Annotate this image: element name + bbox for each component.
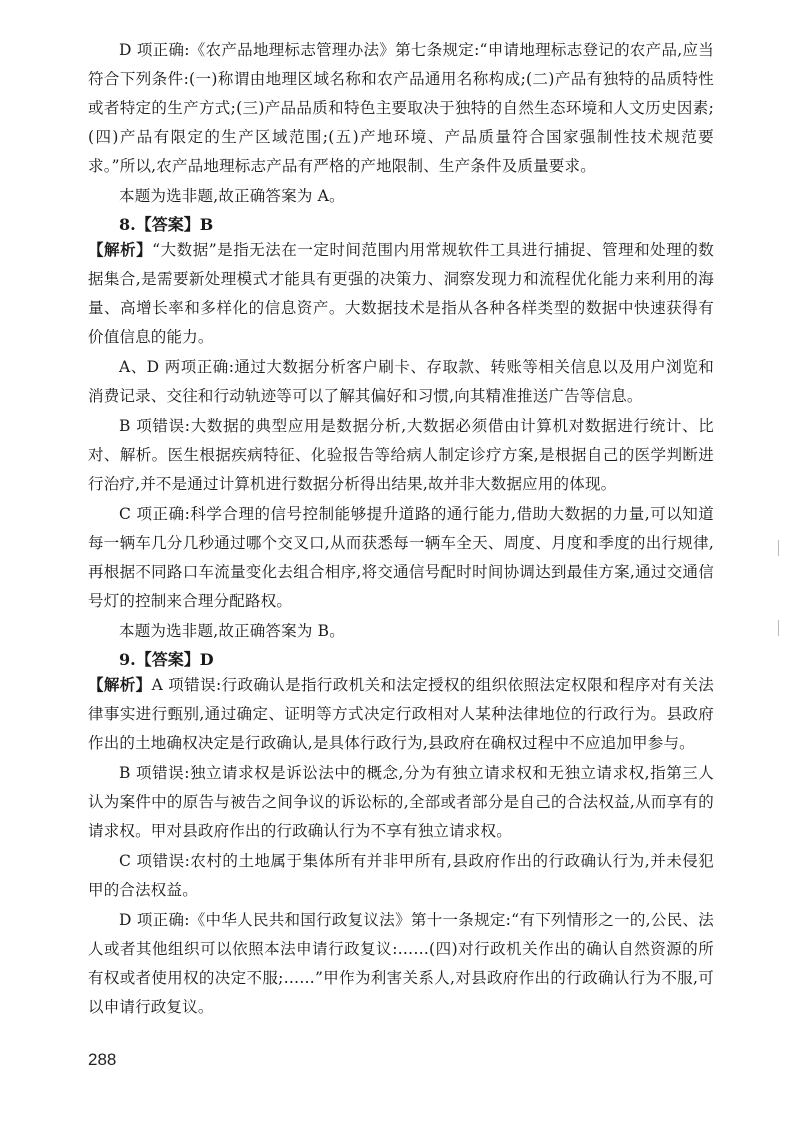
answer-label: 【答案】: [135, 650, 200, 669]
paragraph: D 项正确:《农产品地理标志管理办法》第七条规定:“申请地理标志登记的农产品,应当符合下列条件:(一)称谓由地理区域名称和农产品通用名称构成;(二)产品有独特的品质特性或者特定的生产方式;(三)产品品质和特色主要取决于独特的自然生态环境和人文历史因素;(四)产品有限定的生产区域范围;(五)产地环境、产品质量符合国家强制性技术规范要求。”所以,农产品地理标志产品有严格的产地限制、生产条件及质量要求。: [88, 41, 714, 175]
question-9-answer-line: [88, 647, 714, 670]
analysis-text: A 项错误:行政确认是指行政机关和法定授权的组织依照法定权限和程序对有关法律事实进行甄别,通过确定、证明等方式决定行政相对人某种法律地位的行政行为。县政府作出的土地确权决定是行政确认,是具体行政行为,县政府在确权过程中不应追加甲参与。: [88, 676, 714, 752]
question-number: 9.: [119, 650, 136, 669]
analysis-text: “大数据”是指无法在一定时间范围内用常规软件工具进行捕捉、管理和处理的数据集合,是需要新处理模式才能具有更强的决策力、洞察发现力和流程优化能力来利用的海量、高增长率和多样化的信息资产。大数据技术是指从各种各样类型的数据中快速获得有价值信息的能力。: [88, 241, 714, 346]
scan-edge-mark: [778, 540, 779, 556]
answer-value: B: [199, 215, 214, 234]
question-8-answer-line: [88, 212, 714, 235]
analysis-label: 【解析】: [88, 675, 152, 694]
paragraph: D 项正确:《中华人民共和国行政复议法》第十一条规定:“有下列情形之一的,公民、法人或者其他组织可以依照本法申请行政复议:……(四)对行政机关作出的确认自然资源的所有权或者使用权的决定不服;……”甲作为利害关系人,对县政府作出的行政确认行为不服,可以申请行政复议。: [88, 911, 714, 1016]
question-number: 8.: [119, 215, 136, 234]
answer-label: 【答案】: [135, 215, 200, 234]
scan-edge-mark: [778, 620, 779, 636]
analysis-paragraph: [88, 235, 714, 352]
paragraph: 本题为选非题,故正确答案为 A。: [119, 187, 345, 205]
text-block: [88, 36, 714, 1023]
answer-value: D: [199, 650, 214, 669]
analysis-paragraph: [88, 670, 714, 758]
paragraph: C 项正确:科学合理的信号控制能够提升道路的通行能力,借助大数据的力量,可以知道每一辆车几分几秒通过哪个交叉口,从而获悉每一辆车全天、周度、月度和季度的出行规律,再根据不同路口车流量变化去组合相序,将交通信号配时时间协调达到最佳方案,通过交通信号灯的控制来合理分配路权。: [88, 505, 714, 610]
analysis-label: 【解析】: [88, 240, 153, 259]
page-number: 288: [88, 1050, 117, 1069]
paragraph: B 项错误:大数据的典型应用是数据分析,大数据必须借由计算机对数据进行统计、比对、解析。医生根据疾病特征、化验报告等给病人制定诊疗方案,是根据自己的医学判断进行治疗,并不是通过计算机进行数据分析得出结果,故并非大数据应用的体现。: [88, 417, 714, 493]
paragraph: C 项错误:农村的土地属于集体所有并非甲所有,县政府作出的行政确认行为,并未侵犯甲的合法权益。: [88, 852, 714, 899]
paragraph: 本题为选非题,故正确答案为 B。: [119, 622, 345, 640]
paragraph: A、D 两项正确:通过大数据分析客户刷卡、存取款、转账等相关信息以及用户浏览和消费记录、交往和行动轨迹等可以了解其偏好和习惯,向其精准推送广告等信息。: [88, 358, 714, 405]
paragraph: B 项错误:独立请求权是诉讼法中的概念,分为有独立请求权和无独立请求权,指第三人认为案件中的原告与被告之间争议的诉讼标的,全部或者部分是自己的合法权益,从而享有的请求权。甲对县政府作出的行政确认行为不享有独立请求权。: [88, 764, 714, 840]
